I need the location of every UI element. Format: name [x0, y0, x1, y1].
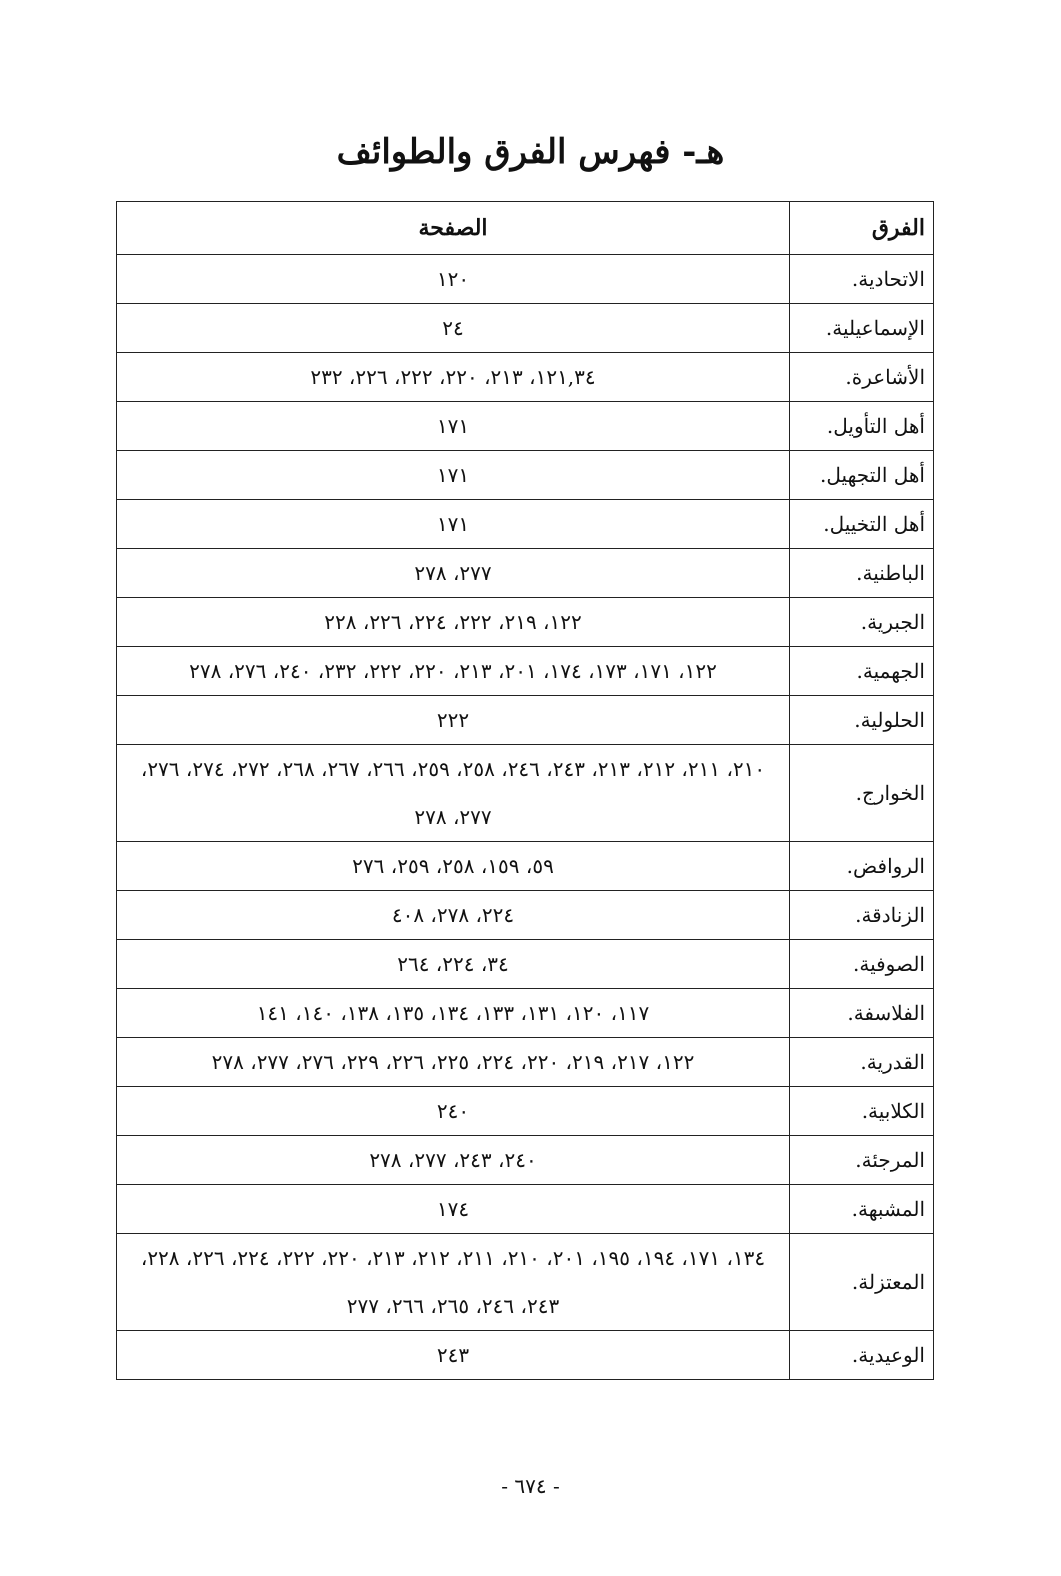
sect-pages: ١٢٠ [117, 255, 790, 304]
sect-name: أهل التجهيل. [790, 451, 934, 500]
sect-pages: ٢٤٠، ٢٤٣، ٢٧٧، ٢٧٨ [117, 1136, 790, 1185]
table-row [117, 1087, 934, 1136]
sect-pages: ١٧١ [117, 402, 790, 451]
table-row [117, 451, 934, 500]
sect-name: الاتحادية. [790, 255, 934, 304]
sect-pages: ٢٤ [117, 304, 790, 353]
table-row [117, 745, 934, 842]
table-row [117, 500, 934, 549]
sect-pages: ١٧٤ [117, 1185, 790, 1234]
table-row [117, 891, 934, 940]
sects-index-table [116, 201, 934, 1380]
sect-name: أهل التأويل. [790, 402, 934, 451]
table-row [117, 598, 934, 647]
table-row [117, 549, 934, 598]
sect-pages: ٢٤٠ [117, 1087, 790, 1136]
sect-pages: ١٧١ [117, 451, 790, 500]
table-header-row [117, 202, 934, 255]
sect-pages: ١٢٢، ١٧١، ١٧٣، ١٧٤، ٢٠١، ٢١٣، ٢٢٠، ٢٢٢، ٢٣٢، ٢٤٠، ٢٧٦، ٢٧٨ [117, 647, 790, 696]
sect-name: الجبرية. [790, 598, 934, 647]
sect-pages: ٣٤، ٢٢٤، ٢٦٤ [117, 940, 790, 989]
table-row [117, 696, 934, 745]
table-row [117, 304, 934, 353]
table-row [117, 1136, 934, 1185]
table-row [117, 940, 934, 989]
sect-name: المشبهة. [790, 1185, 934, 1234]
table-row [117, 1038, 934, 1087]
header-pages: الصفحة [117, 202, 790, 255]
sect-pages: ٢٢٢ [117, 696, 790, 745]
sect-pages: ١٢١,٣٤، ٢١٣، ٢٢٠، ٢٢٢، ٢٢٦، ٢٣٢ [117, 353, 790, 402]
sect-name: الجهمية. [790, 647, 934, 696]
sect-name: المرجئة. [790, 1136, 934, 1185]
sect-pages: ١٢٢، ٢١٩، ٢٢٢، ٢٢٤، ٢٢٦، ٢٢٨ [117, 598, 790, 647]
table-row [117, 842, 934, 891]
page-title: هـ- فهرس الفرق والطوائف [336, 132, 725, 172]
sect-pages: ٢٢٤، ٢٧٨، ٤٠٨ [117, 891, 790, 940]
sect-name: الوعيدية. [790, 1331, 934, 1380]
sect-name: القدرية. [790, 1038, 934, 1087]
sect-name: الأشاعرة. [790, 353, 934, 402]
table-row [117, 989, 934, 1038]
sect-name: الزنادقة. [790, 891, 934, 940]
sect-name: الكلابية. [790, 1087, 934, 1136]
table-row [117, 1331, 934, 1380]
table-row [117, 1185, 934, 1234]
sect-name: الصوفية. [790, 940, 934, 989]
sect-name: الباطنية. [790, 549, 934, 598]
sect-pages: ٢٧٧، ٢٧٨ [117, 549, 790, 598]
header-sect: الفرق [790, 202, 934, 255]
sect-name: المعتزلة. [790, 1234, 934, 1331]
table-row [117, 353, 934, 402]
sect-pages: ١١٧، ١٢٠، ١٣١، ١٣٣، ١٣٤، ١٣٥، ١٣٨، ١٤٠، ١٤١ [117, 989, 790, 1038]
sect-name: الحلولية. [790, 696, 934, 745]
sect-pages: ٢١٠، ٢١١، ٢١٢، ٢١٣، ٢٤٣، ٢٤٦، ٢٥٨، ٢٥٩، ٢٦٦، ٢٦٧، ٢٦٨، ٢٧٢، ٢٧٤، ٢٧٦، ٢٧٧، ٢٧٨ [117, 745, 790, 842]
sect-name: أهل التخييل. [790, 500, 934, 549]
table-row [117, 255, 934, 304]
table-row [117, 402, 934, 451]
sect-pages: ١٣٤، ١٧١، ١٩٤، ١٩٥، ٢٠١، ٢١٠، ٢١١، ٢١٢، ٢١٣، ٢٢٠، ٢٢٢، ٢٢٤، ٢٢٦، ٢٢٨، ٢٤٣، ٢٤٦، ٢٦٥، ٢٦٦، ٢٧٧ [117, 1234, 790, 1331]
sect-pages: ١٧١ [117, 500, 790, 549]
sect-pages: ٥٩، ١٥٩، ٢٥٨، ٢٥٩، ٢٧٦ [117, 842, 790, 891]
sect-name: الفلاسفة. [790, 989, 934, 1038]
sect-name: الخوارج. [790, 745, 934, 842]
table-row [117, 1234, 934, 1331]
page-number: - ٦٧٤ - [501, 1474, 560, 1498]
table-row [117, 647, 934, 696]
sect-name: الإسماعيلية. [790, 304, 934, 353]
sect-pages: ٢٤٣ [117, 1331, 790, 1380]
sect-name: الروافض. [790, 842, 934, 891]
sect-pages: ١٢٢، ٢١٧، ٢١٩، ٢٢٠، ٢٢٤، ٢٢٥، ٢٢٦، ٢٢٩، ٢٧٦، ٢٧٧، ٢٧٨ [117, 1038, 790, 1087]
